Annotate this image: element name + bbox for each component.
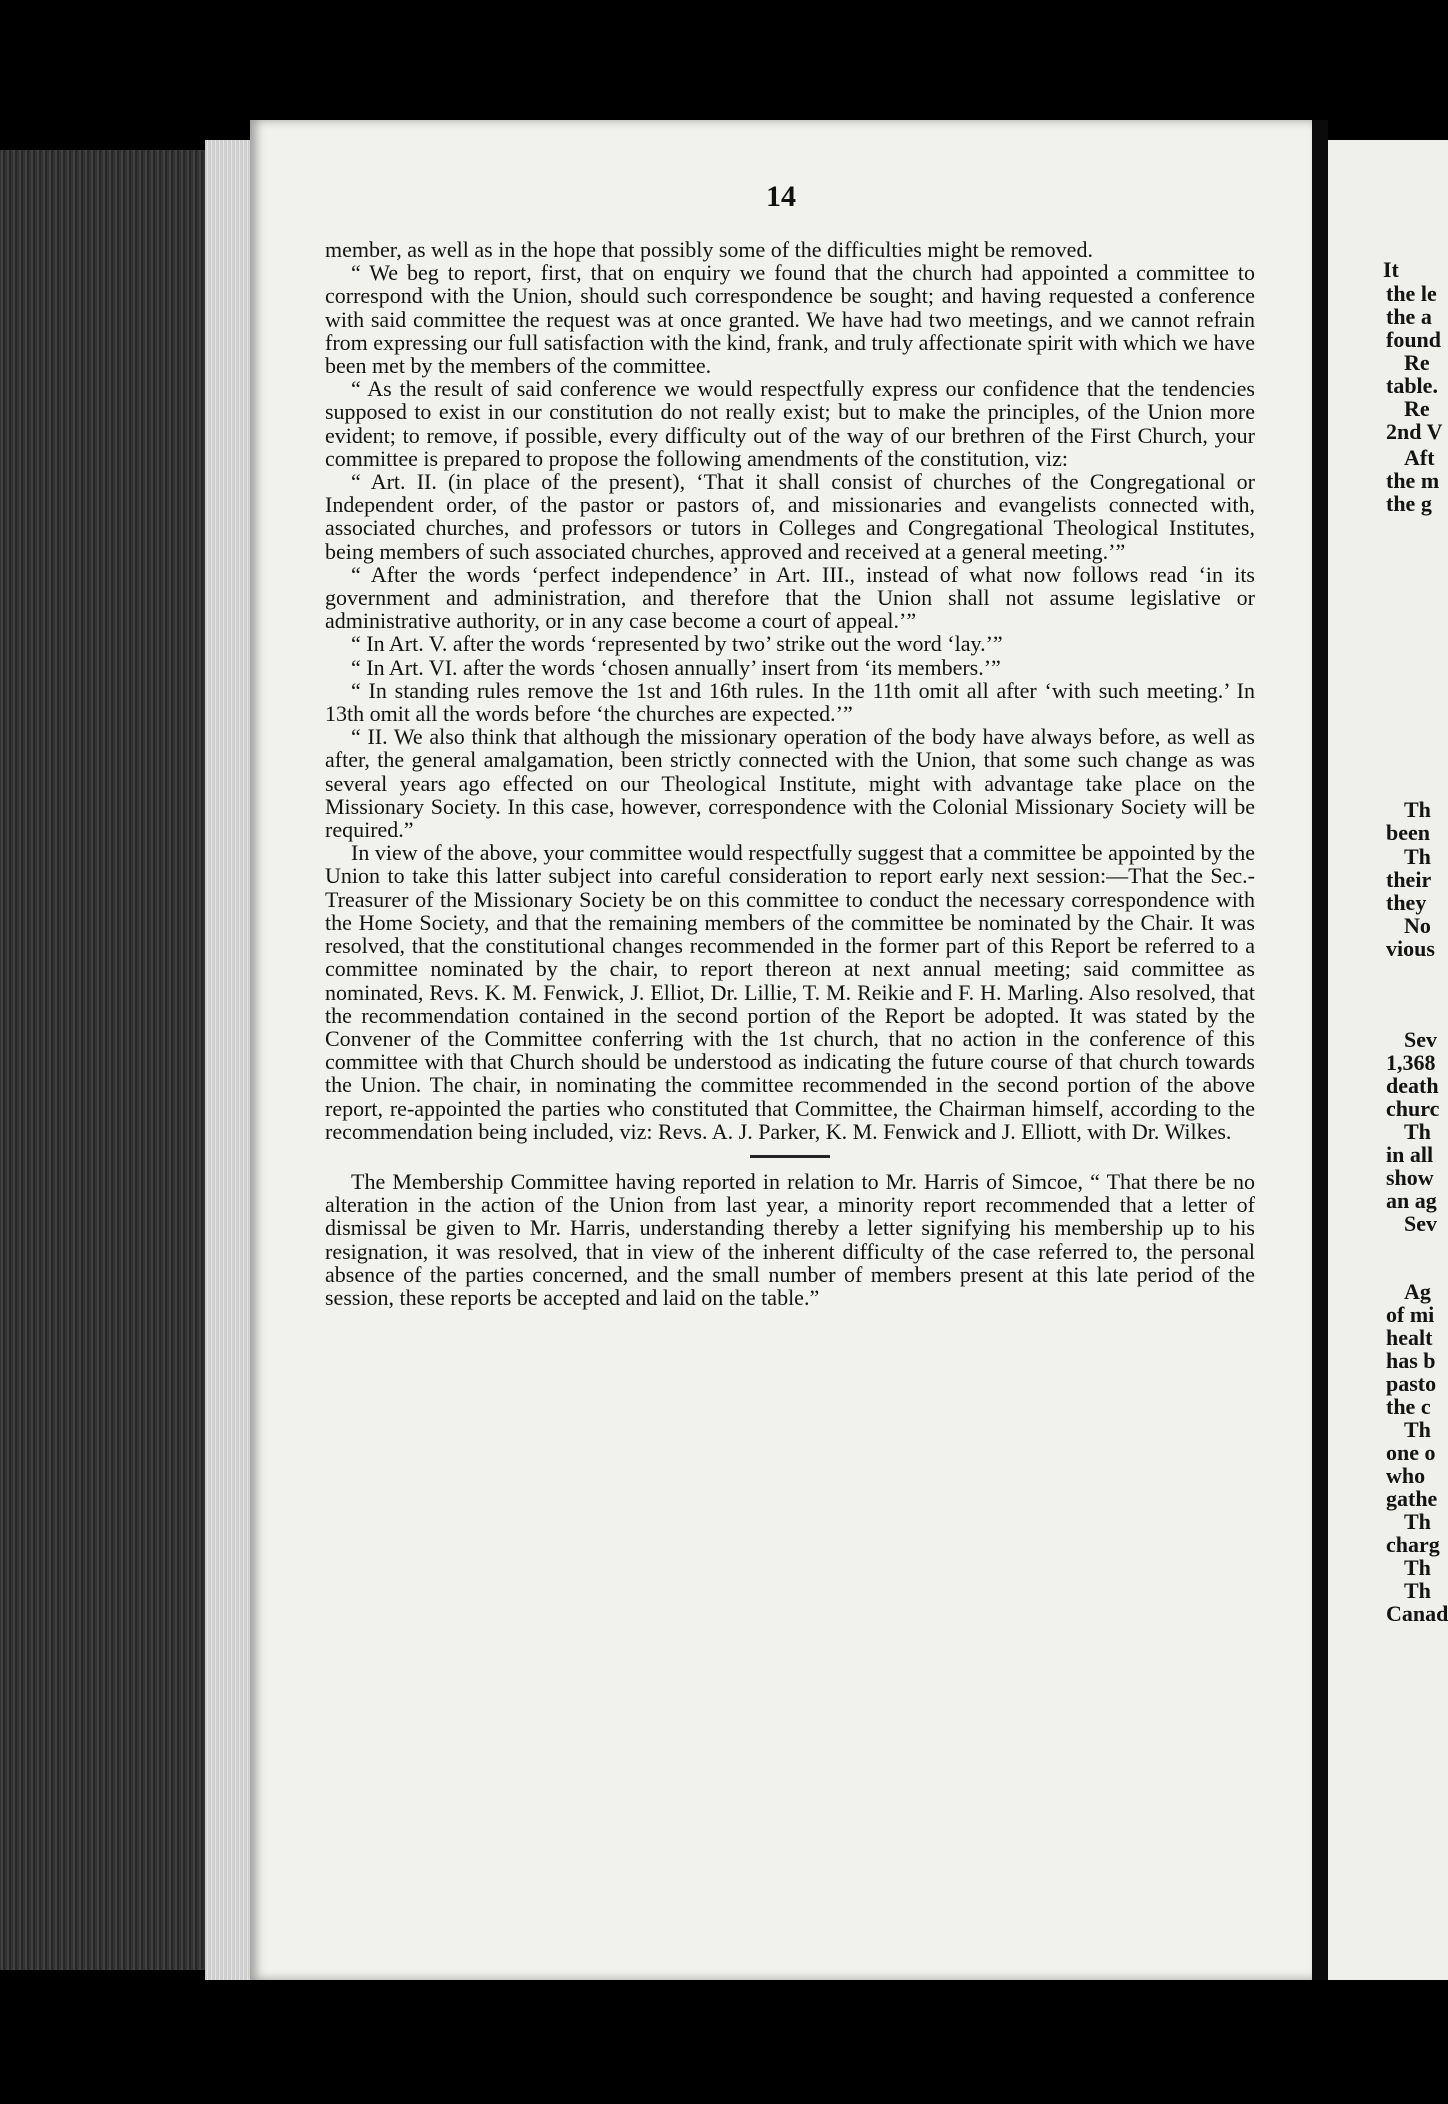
fragment-line: Th [1404,1578,1431,1603]
fragment-line: Th [1404,797,1431,822]
book-gutter [1312,120,1328,1980]
fragment-line: show [1386,1165,1434,1190]
fragment-line: Re [1404,396,1430,421]
paragraph: “ Art. II. (in place of the present), ‘That it shall consist of churches of the Congregational or Independent order, of the pastor or pastors of, and missionaries and evangelists connected with, associated churches, and professors or tutors in Colleges and Congregational Theological Institutes, being members of such associated churches, approved and received at a general meeting.’” [325,469,1255,564]
right-page-fragment [1328,140,1448,1980]
paragraph: “ As the result of said conference we would respectfully express our confidence that the tendencies supposed to exist in our constitution do not really exist; but to make the principles, of the Union more evident; to remove, if possible, every difficulty out of the way of our brethren of the First Church, your committee is prepared to propose the following amendments of the constitution, viz: [325,376,1255,471]
fragment-line: Sev [1404,1027,1437,1052]
fragment-line: one o [1386,1440,1436,1465]
fragment-line: Th [1404,1555,1431,1580]
fragment-line: been [1386,820,1430,845]
section-divider [750,1155,830,1158]
fragment-line: who [1386,1463,1426,1488]
paragraph: member, as well as in the hope that possibly some of the difficulties might be removed. [325,237,1093,262]
left-page [250,120,1312,1980]
fragment-line: Th [1404,1417,1431,1442]
page-body-text [325,238,1255,1309]
fragment-line: an ag [1386,1188,1437,1213]
paragraph: “ In standing rules remove the 1st and 16th rules. In the 11th omit all after ‘with such meeting.’ In 13th omit all the words before ‘the churches are expected.’” [325,677,1255,727]
fragment-line: has b [1386,1348,1436,1373]
fragment-line: Th [1404,844,1431,869]
paragraph: “ II. We also think that although the missionary operation of the body have always before, as well as after, the general amalgamation, been strictly connected with the Union, that some such change as was several years ago effected on our Theological Institute, might with advantage take place on the Missionary Society. In this case, however, correspondence with the Colonial Missionary Society will be required.” [325,724,1255,843]
fragment-line: Th [1404,1509,1431,1534]
fragment-line: pasto [1386,1371,1437,1396]
fragment-line: in all [1386,1142,1434,1167]
paragraph: “ We beg to report, first, that on enquiry we found that the church had appointed a committee to correspond with the Union, should such correspondence be sought; and having requested a conference with said committee the request was at once granted. We have had two meetings, and we cannot refrain from expressing our full satisfaction with the kind, frank, and truly affectionate spirit with which we have been met by the members of the committee. [325,260,1255,379]
fragment-line: Th [1404,1119,1431,1144]
fragment-line: 1,368 [1386,1050,1436,1075]
paragraph: In view of the above, your committee would respectfully suggest that a committee be appointed by the Union to take this latter subject into careful consideration to report early next session:—That the Sec.-Treasurer of the Missionary Society be on this committee to conduct the necessary correspondence with the Home Society, and that the remaining members of the committee be nominated by the Chair. It was resolved, that the constitutional changes recommended in the former part of this Report be referred to a committee nominated by the chair, to report thereon at next annual meeting; said committee as nominated, Revs. K. M. Fenwick, J. Elliot, Dr. Lillie, T. M. Reikie and F. H. Marling. Also resolved, that the recommendation contained in the second portion of the Report be adopted. It was stated by the Convener of the Committee conferring with the 1st church, that no action in the conference of this committee with that Church should be understood as indicating the future course of that church towards the Union. The chair, in nominating the committee recommended in the second portion of the above report, re-appointed the parties who constituted that Committee, the Chairman himself, according to the recommendation being included, viz: Revs. A. J. Parker, K. M. Fenwick and J. Elliott, with Dr. Wilkes. [325,840,1255,1144]
fragment-line: Sev [1404,1211,1437,1236]
fragment-line: charg [1386,1532,1440,1557]
fragment-line: the m [1386,468,1440,493]
fragment-line: 2nd V [1386,419,1443,444]
fragment-line: they [1386,890,1427,915]
book-page-stack [205,140,250,1980]
fragment-line: gathe [1386,1486,1438,1511]
fragment-line: Ag [1404,1279,1431,1304]
fragment-line: churc [1386,1096,1440,1121]
fragment-line: the a [1386,304,1432,329]
paragraph: “ After the words ‘perfect independence’ in Art. III., instead of what now follows read ‘in its government and administration, and therefore that the Union shall not assume legislative or administrative authority, or in any case become a court of appeal.’” [325,561,1255,634]
fragment-line: death [1386,1073,1439,1098]
fragment-line: No [1404,913,1431,938]
fragment-line: Canad [1386,1601,1448,1626]
fragment-line: healt [1386,1325,1433,1350]
fragment-line: vious [1386,936,1435,961]
paragraph: “ In Art. V. after the words ‘represented by two’ strike out the word ‘lay.’” [351,631,1003,657]
fragment-line: the le [1386,281,1437,306]
fragment-line: It [1383,257,1399,282]
paragraph: “ In Art. VI. after the words ‘chosen annually’ insert from ‘its members.’” [351,654,1001,680]
fragment-line: table. [1386,373,1438,398]
fragment-line: the c [1386,1394,1431,1419]
closing-paragraph: The Membership Committee having reported in relation to Mr. Harris of Simcoe, “ That there be no alteration in the action of the Union from last year, a minority report recommended that a letter of dismissal be given to Mr. Harris, understanding thereby a letter signifying his membership up to his resignation, it was resolved, that in view of the inherent difficulty of the case referred to, the personal absence of the parties concerned, and the small number of members present at this late period of the session, these reports be accepted and laid on the table.” [325,1168,1255,1310]
fragment-line: of mi [1386,1302,1435,1327]
fragment-line: Re [1404,350,1430,375]
page-number: 14 [766,180,796,213]
fragment-line: found [1386,327,1442,352]
fragment-line: Aft [1404,445,1435,470]
fragment-line: the g [1386,491,1432,516]
fragment-line: their [1386,867,1432,892]
